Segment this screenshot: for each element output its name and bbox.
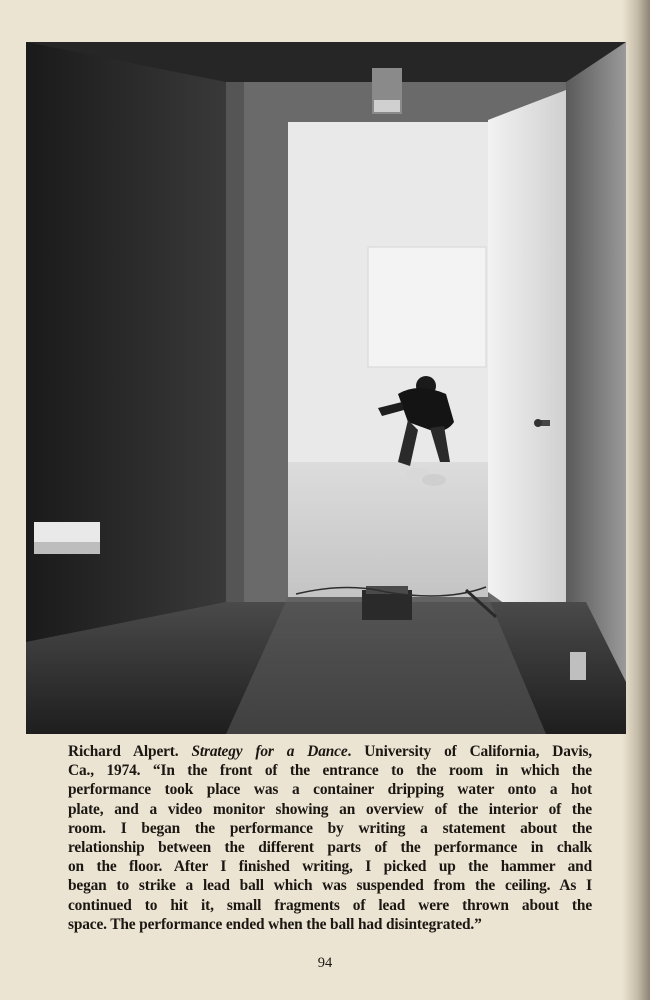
page-number: 94 — [317, 955, 333, 971]
performance-photograph — [26, 42, 626, 734]
page-gutter-shadow — [622, 0, 650, 1000]
caption-line-7: on the floor. After I finished writing, I picked up the hammer and — [68, 858, 592, 876]
caption-line-1: Richard Alpert. Strategy for a Dance. University of California, Davis, — [68, 743, 592, 760]
caption-line-8: began to strike a lead ball which was suspended from the ceiling. As I — [68, 877, 592, 895]
caption-artist: Richard Alpert. — [68, 743, 179, 760]
photo-caption — [68, 742, 592, 934]
caption-line-5: room. I began the performance by writing a statement about the — [68, 819, 592, 837]
caption-line-6: relationship between the different parts of the performance in chalk — [68, 839, 592, 857]
caption-line-10: space. The performance ended when the ball had disintegrated.” — [68, 915, 482, 933]
caption-work-title: Strategy for a Dance — [191, 743, 348, 760]
caption-line-3: performance took place was a container dripping water onto a hot — [68, 781, 592, 799]
caption-line-4: plate, and a video monitor showing an overview of the interior of the — [68, 800, 592, 818]
caption-line-9: continued to hit it, small fragments of lead were thrown about the — [68, 896, 592, 914]
caption-line-2: Ca., 1974. “In the front of the entrance to the room in which the — [68, 762, 592, 780]
